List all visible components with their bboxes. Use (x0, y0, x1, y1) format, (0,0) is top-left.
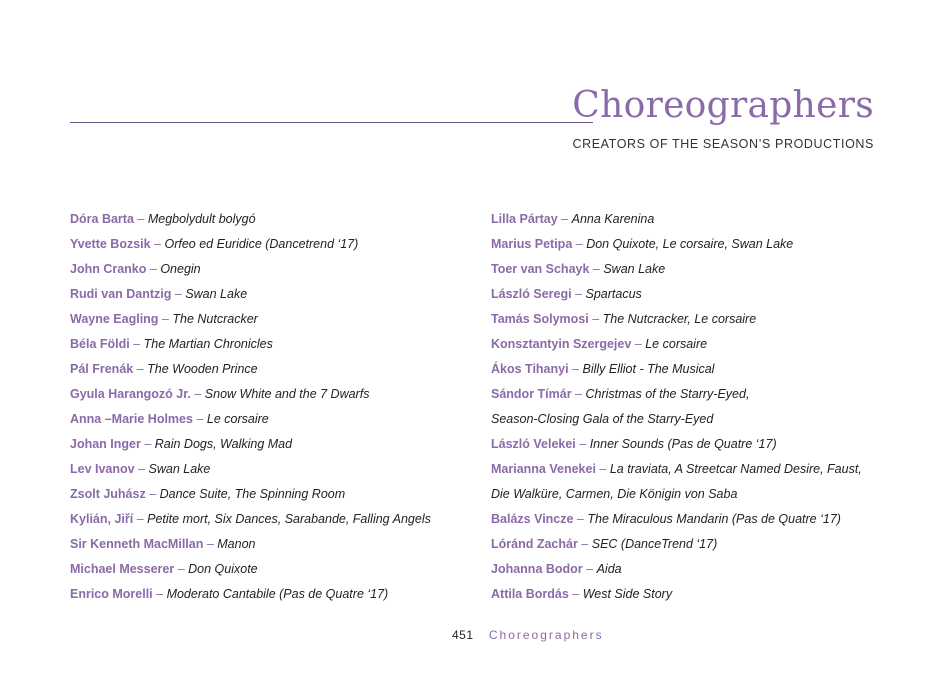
separator-dash: – (152, 587, 167, 601)
separator-dash: – (174, 562, 189, 576)
choreographer-name: Johan Inger (70, 437, 141, 451)
choreographer-name: Toer van Schayk (491, 262, 590, 276)
separator-dash: – (140, 437, 155, 451)
separator-dash: – (575, 437, 590, 451)
production-titles: Dance Suite, The Spinning Room (159, 487, 346, 501)
choreographer-name: Marianna Venekei (491, 462, 596, 476)
choreographer-entry (491, 385, 862, 410)
separator-dash: – (133, 512, 148, 526)
choreographer-entry (491, 335, 862, 360)
choreographer-entry (491, 285, 862, 310)
separator-dash: – (582, 562, 597, 576)
choreographer-name: Sándor Tímár (491, 387, 572, 401)
separator-dash: – (577, 537, 592, 551)
right-column (491, 210, 862, 610)
choreographer-entry (70, 510, 431, 535)
footer-label: Choreographers (488, 628, 604, 642)
choreographer-name: Johanna Bodor (491, 562, 583, 576)
production-titles: The Nutcracker (172, 312, 258, 326)
production-titles: The Wooden Prince (147, 362, 258, 376)
choreographer-name: László Velekei (491, 437, 576, 451)
choreographer-entry (491, 585, 862, 610)
choreographer-entry (491, 410, 862, 435)
production-titles: Swan Lake (185, 287, 248, 301)
production-titles: Anna Karenina (571, 212, 655, 226)
production-titles: Inner Sounds (Pas de Quatre ‘17) (589, 437, 777, 451)
choreographer-entry (491, 360, 862, 385)
separator-dash: – (589, 262, 604, 276)
production-titles: Le corsaire (645, 337, 708, 351)
choreographer-name: Anna –Marie Holmes (70, 412, 193, 426)
choreographer-name: Gyula Harangozó Jr. (70, 387, 191, 401)
production-titles: Orfeo ed Euridice (Dancetrend ‘17) (164, 237, 359, 251)
choreographer-entry (70, 360, 431, 385)
production-titles: Le corsaire (206, 412, 269, 426)
separator-dash: – (568, 587, 583, 601)
choreographer-entry (491, 235, 862, 260)
choreographer-name: Lev Ivanov (70, 462, 135, 476)
production-titles: Swan Lake (603, 262, 666, 276)
choreographer-entry (70, 235, 431, 260)
production-titles: Snow White and the 7 Dwarfs (204, 387, 370, 401)
separator-dash: – (129, 337, 144, 351)
separator-dash: – (568, 362, 583, 376)
separator-dash: – (150, 237, 165, 251)
separator-dash: – (190, 387, 205, 401)
choreographer-entry (70, 435, 431, 460)
choreographer-name: Zsolt Juhász (70, 487, 146, 501)
production-titles: Aida (596, 562, 622, 576)
choreographer-entry (70, 485, 431, 510)
separator-dash: – (573, 512, 588, 526)
page-title: Choreographers (572, 85, 874, 126)
choreographer-entry (491, 535, 862, 560)
choreographer-name: Wayne Eagling (70, 312, 159, 326)
separator-dash: – (133, 362, 148, 376)
page-footer (452, 628, 604, 642)
production-titles: Christmas of the Starry-Eyed, (585, 387, 750, 401)
choreographer-entry (70, 310, 431, 335)
choreographer-name: Tamás Solymosi (491, 312, 589, 326)
choreographer-entry (70, 285, 431, 310)
choreographer-name: Sir Kenneth MacMillan (70, 537, 204, 551)
choreographer-entry (70, 410, 431, 435)
production-titles: La traviata, A Streetcar Named Desire, Faust, (609, 462, 862, 476)
separator-dash: – (133, 212, 148, 226)
separator-dash: – (134, 462, 149, 476)
production-titles: West Side Story (582, 587, 673, 601)
choreographer-name: Konsztantyin Szergejev (491, 337, 632, 351)
choreographer-name: László Seregi (491, 287, 572, 301)
choreographer-name: Lóránd Zachár (491, 537, 578, 551)
choreographer-name: Rudi van Dantzig (70, 287, 172, 301)
choreographer-name: Attila Bordás (491, 587, 569, 601)
choreographer-entry (491, 310, 862, 335)
choreographer-entry (491, 460, 862, 485)
separator-dash: – (571, 287, 586, 301)
production-titles: Die Walküre, Carmen, Die Königin von Saba (491, 487, 738, 501)
header-rule (70, 122, 593, 123)
choreographer-entry (70, 560, 431, 585)
choreographer-entry (70, 585, 431, 610)
choreographer-name: Dóra Barta (70, 212, 134, 226)
production-titles: Rain Dogs, Walking Mad (154, 437, 293, 451)
separator-dash: – (203, 537, 218, 551)
choreographer-entry (70, 260, 431, 285)
choreographer-entry (491, 260, 862, 285)
production-titles: Manon (217, 537, 256, 551)
production-titles: The Martian Chronicles (143, 337, 273, 351)
production-titles: Season-Closing Gala of the Starry-Eyed (491, 412, 714, 426)
choreographer-entry (70, 460, 431, 485)
choreographer-name: John Cranko (70, 262, 147, 276)
choreographer-name: Enrico Morelli (70, 587, 153, 601)
production-titles: Onegin (160, 262, 201, 276)
choreographer-name: Balázs Vincze (491, 512, 574, 526)
page-number: 451 (452, 628, 474, 642)
left-column (70, 210, 431, 610)
separator-dash: – (572, 237, 587, 251)
separator-dash: – (588, 312, 603, 326)
separator-dash: – (595, 462, 610, 476)
choreographer-entry (70, 535, 431, 560)
choreographer-name: Yvette Bozsik (70, 237, 151, 251)
separator-dash: – (192, 412, 207, 426)
choreographer-name: Marius Petipa (491, 237, 573, 251)
separator-dash: – (557, 212, 572, 226)
separator-dash: – (146, 262, 161, 276)
production-titles: Don Quixote (188, 562, 258, 576)
separator-dash: – (571, 387, 586, 401)
separator-dash: – (145, 487, 160, 501)
separator-dash: – (631, 337, 646, 351)
choreographer-entry (491, 510, 862, 535)
production-titles: Don Quixote, Le corsaire, Swan Lake (586, 237, 794, 251)
choreographer-entry (70, 210, 431, 235)
production-titles: The Miraculous Mandarin (Pas de Quatre ‘17) (587, 512, 841, 526)
choreographer-entry (491, 485, 862, 510)
choreographer-entry (70, 335, 431, 360)
choreographer-name: Béla Földi (70, 337, 130, 351)
page-subtitle: CREATORS OF THE SEASON’S PRODUCTIONS (572, 137, 874, 151)
production-titles: Petite mort, Six Dances, Sarabande, Falling Angels (147, 512, 431, 526)
choreographer-entry (491, 435, 862, 460)
production-titles: Moderato Cantabile (Pas de Quatre ‘17) (166, 587, 389, 601)
production-titles: SEC (DanceTrend ‘17) (591, 537, 718, 551)
choreographer-entry (491, 210, 862, 235)
choreographer-entry (70, 385, 431, 410)
choreographer-name: Michael Messerer (70, 562, 175, 576)
production-titles: The Nutcracker, Le corsaire (602, 312, 757, 326)
production-titles: Megbolydult bolygó (147, 212, 256, 226)
choreographer-entry (491, 560, 862, 585)
production-titles: Swan Lake (148, 462, 211, 476)
choreographer-name: Lilla Pártay (491, 212, 558, 226)
separator-dash: – (158, 312, 173, 326)
choreographer-name: Ákos Tihanyi (491, 362, 569, 376)
choreographer-name: Pál Frenák (70, 362, 134, 376)
production-titles: Billy Elliot - The Musical (582, 362, 715, 376)
production-titles: Spartacus (585, 287, 642, 301)
separator-dash: – (171, 287, 186, 301)
choreographer-name: Kylián, Jiří (70, 512, 134, 526)
